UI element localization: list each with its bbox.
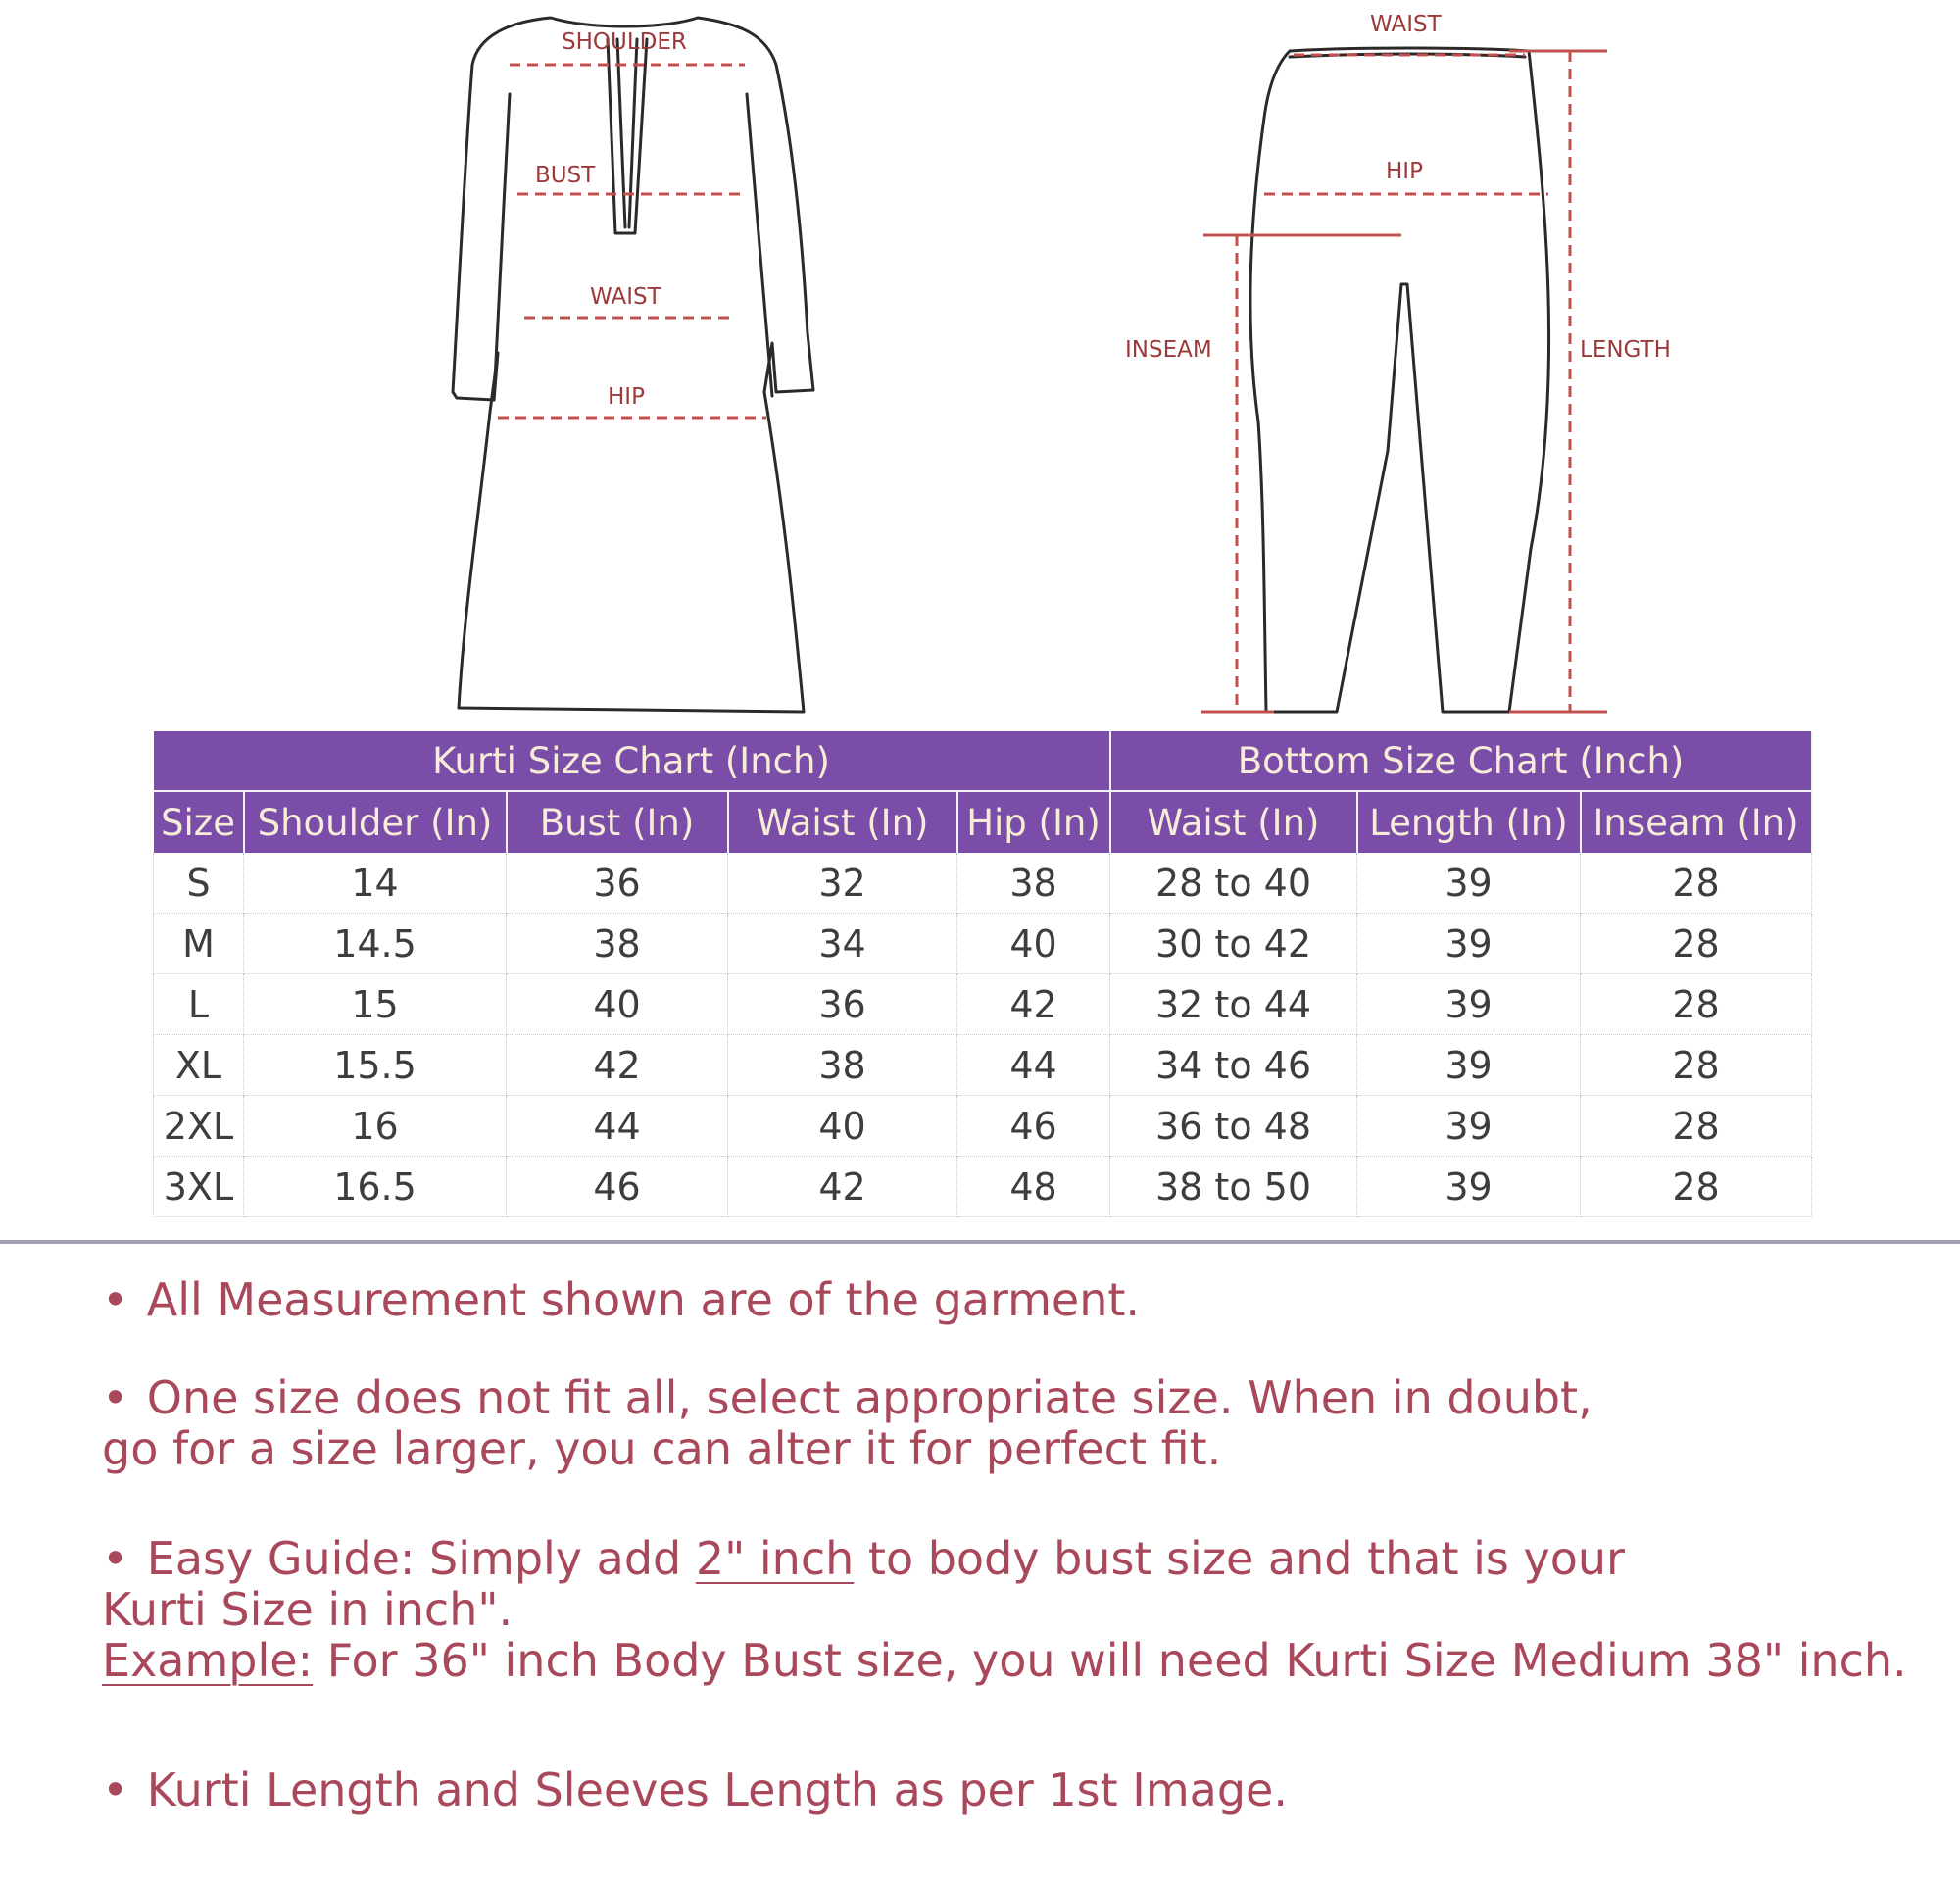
cell-shoulder: 16 xyxy=(244,1096,507,1157)
cell-length: 39 xyxy=(1357,1157,1581,1217)
bullet-icon: • xyxy=(102,1763,129,1816)
cell-size: L xyxy=(154,974,244,1035)
cell-length: 39 xyxy=(1357,1096,1581,1157)
note-length xyxy=(102,1764,1288,1815)
table-row xyxy=(154,1157,1812,1217)
cell-bottom-waist: 36 to 48 xyxy=(1110,1096,1357,1157)
note-easy-guide xyxy=(102,1533,1907,1686)
note-text: Easy Guide: Simply add xyxy=(146,1532,696,1585)
note-garment-measurement xyxy=(102,1274,1140,1325)
cell-bottom-waist: 30 to 42 xyxy=(1110,914,1357,974)
cell-hip: 42 xyxy=(957,974,1110,1035)
cell-shoulder: 14 xyxy=(244,853,507,914)
cell-hip: 46 xyxy=(957,1096,1110,1157)
kurti-left-sleeve-line xyxy=(494,94,510,400)
bottom-size-chart-heading: Bottom Size Chart (Inch) xyxy=(1110,731,1812,791)
cell-size: 2XL xyxy=(154,1096,244,1157)
kurti-placket-inner xyxy=(617,39,637,227)
note-text: All Measurement shown are of the garment. xyxy=(146,1273,1141,1326)
kurti-right-sleeve-line xyxy=(747,94,772,396)
section-divider xyxy=(0,1240,1960,1244)
col-bottom-waist: Waist (In) xyxy=(1110,791,1357,853)
cell-kurti-waist: 32 xyxy=(728,853,957,914)
cell-inseam: 28 xyxy=(1581,1035,1812,1096)
cell-hip: 40 xyxy=(957,914,1110,974)
kurti-hip-label: HIP xyxy=(608,384,645,410)
size-chart-table xyxy=(153,731,1813,1217)
cell-bottom-waist: 34 to 46 xyxy=(1110,1035,1357,1096)
cell-bottom-waist: 32 to 44 xyxy=(1110,974,1357,1035)
cell-shoulder: 16.5 xyxy=(244,1157,507,1217)
col-hip: Hip (In) xyxy=(957,791,1110,853)
col-length: Length (In) xyxy=(1357,791,1581,853)
table-row xyxy=(154,914,1812,974)
note-text: go for a size larger, you can alter it for perfect fit. xyxy=(102,1422,1222,1475)
cell-inseam: 28 xyxy=(1581,1157,1812,1217)
cell-size: 3XL xyxy=(154,1157,244,1217)
example-text: For 36" inch Body Bust size, you will need Kurti Size Medium 38" inch. xyxy=(313,1634,1907,1687)
table-column-header-row xyxy=(154,791,1812,853)
table-group-header-row xyxy=(154,731,1812,791)
cell-inseam: 28 xyxy=(1581,914,1812,974)
note-emphasis: 2" inch xyxy=(695,1532,855,1585)
cell-inseam: 28 xyxy=(1581,974,1812,1035)
kurti-bust-label: BUST xyxy=(535,163,596,188)
cell-hip: 48 xyxy=(957,1157,1110,1217)
kurti-shoulder-label: SHOULDER xyxy=(562,29,687,55)
cell-bust: 46 xyxy=(507,1157,728,1217)
kurti-waist-label: WAIST xyxy=(590,284,662,310)
cell-kurti-waist: 36 xyxy=(728,974,957,1035)
cell-bottom-waist: 38 to 50 xyxy=(1110,1157,1357,1217)
kurti-diagram xyxy=(0,0,1960,725)
cell-hip: 38 xyxy=(957,853,1110,914)
table-row xyxy=(154,853,1812,914)
bullet-icon: • xyxy=(102,1273,129,1326)
cell-shoulder: 14.5 xyxy=(244,914,507,974)
cell-length: 39 xyxy=(1357,914,1581,974)
cell-length: 39 xyxy=(1357,1035,1581,1096)
note-text: Kurti Length and Sleeves Length as per 1st Image. xyxy=(146,1763,1288,1816)
cell-shoulder: 15.5 xyxy=(244,1035,507,1096)
pants-outline xyxy=(1250,48,1549,712)
bullet-icon: • xyxy=(102,1532,129,1585)
pants-waist-label: WAIST xyxy=(1370,12,1442,37)
col-kurti-waist: Waist (In) xyxy=(728,791,957,853)
kurti-size-chart-heading: Kurti Size Chart (Inch) xyxy=(154,731,1110,791)
cell-inseam: 28 xyxy=(1581,1096,1812,1157)
cell-kurti-waist: 38 xyxy=(728,1035,957,1096)
cell-shoulder: 15 xyxy=(244,974,507,1035)
cell-kurti-waist: 42 xyxy=(728,1157,957,1217)
bullet-icon: • xyxy=(102,1371,129,1424)
cell-bust: 40 xyxy=(507,974,728,1035)
cell-bust: 42 xyxy=(507,1035,728,1096)
note-text: Kurti Size in inch". xyxy=(102,1583,514,1636)
cell-kurti-waist: 40 xyxy=(728,1096,957,1157)
col-shoulder: Shoulder (In) xyxy=(244,791,507,853)
cell-size: XL xyxy=(154,1035,244,1096)
cell-bust: 36 xyxy=(507,853,728,914)
table-row xyxy=(154,1035,1812,1096)
cell-size: S xyxy=(154,853,244,914)
cell-size: M xyxy=(154,914,244,974)
example-label: Example: xyxy=(102,1634,314,1687)
col-inseam: Inseam (In) xyxy=(1581,791,1812,853)
cell-bust: 38 xyxy=(507,914,728,974)
cell-kurti-waist: 34 xyxy=(728,914,957,974)
kurti-placket xyxy=(608,39,647,233)
cell-length: 39 xyxy=(1357,853,1581,914)
cell-length: 39 xyxy=(1357,974,1581,1035)
cell-bust: 44 xyxy=(507,1096,728,1157)
col-size: Size xyxy=(154,791,244,853)
table-row xyxy=(154,974,1812,1035)
cell-hip: 44 xyxy=(957,1035,1110,1096)
pants-length-label: LENGTH xyxy=(1580,337,1671,363)
col-bust: Bust (In) xyxy=(507,791,728,853)
cell-inseam: 28 xyxy=(1581,853,1812,914)
pants-hip-label: HIP xyxy=(1386,159,1423,184)
note-text: to body bust size and that is your xyxy=(854,1532,1625,1585)
table-row xyxy=(154,1096,1812,1157)
note-text: One size does not fit all, select appropriate size. When in doubt, xyxy=(146,1371,1592,1424)
note-size-fit xyxy=(102,1372,1592,1474)
cell-bottom-waist: 28 to 40 xyxy=(1110,853,1357,914)
pants-inseam-label: INSEAM xyxy=(1125,337,1212,363)
